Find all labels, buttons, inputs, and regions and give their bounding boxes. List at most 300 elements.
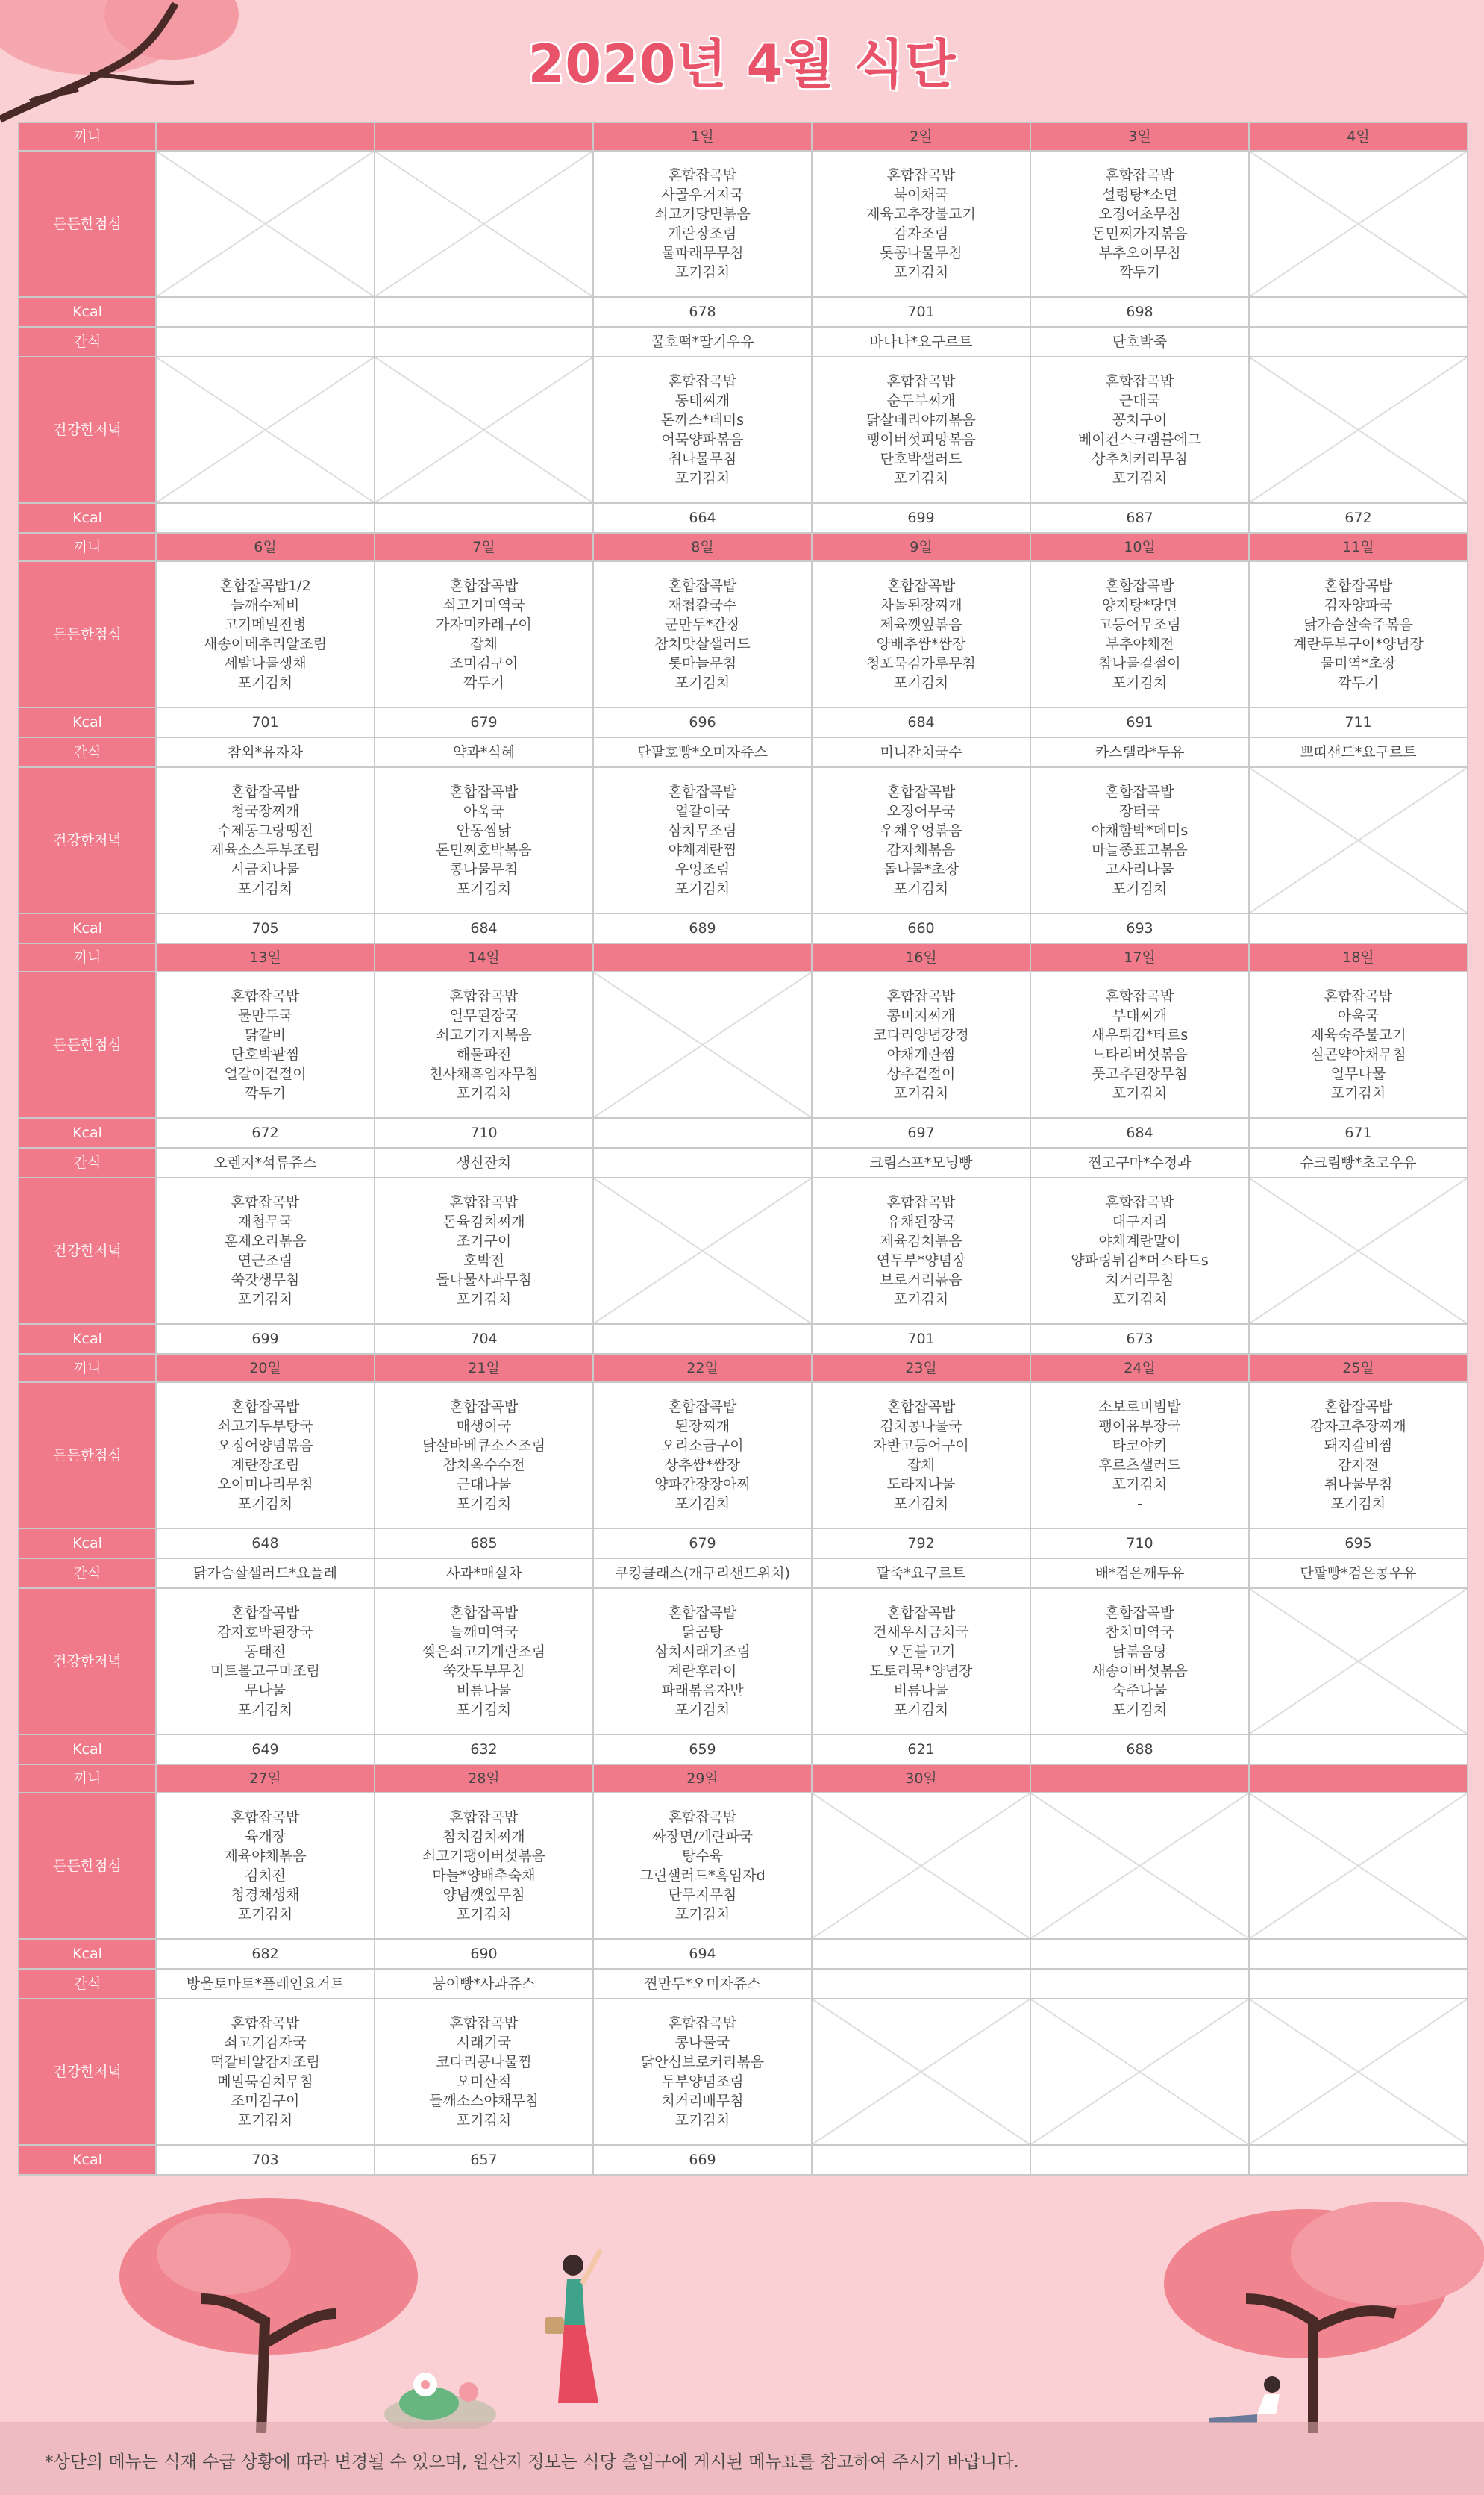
lunch-text: 혼합잡곡밥 육개장 제육야채볶음 김치전 청경채생채 포기김치 xyxy=(224,1809,307,1923)
snack-cell xyxy=(1249,1558,1468,1588)
dinner_kcal-cell xyxy=(593,2145,812,2175)
lunch_kcal-cell xyxy=(593,1118,812,1148)
lunch_kcal-text: 701 xyxy=(251,714,279,731)
lunch_kcal-text: 671 xyxy=(1344,1125,1372,1141)
lunch_kcal-text: 648 xyxy=(251,1535,279,1552)
lunch_kcal-text: 698 xyxy=(1126,304,1153,320)
dinner_kcal-cell xyxy=(593,1734,812,1764)
row-dinner xyxy=(19,767,1468,914)
snack-text: 단팥빵*검은콩우유 xyxy=(1300,1565,1417,1581)
lunch_kcal-cell xyxy=(1249,1939,1468,1969)
lunch_kcal-cell xyxy=(1030,1528,1249,1558)
lunch-cell xyxy=(375,1382,593,1528)
row-label-snack: 간식 xyxy=(19,327,156,357)
snack-cell xyxy=(593,1558,812,1588)
lunch_kcal-cell xyxy=(1249,1528,1468,1558)
snack-cell xyxy=(593,327,812,357)
lunch-text: 혼합잡곡밥 참치김치찌개 쇠고기팽이버섯볶음 마늘*양배추숙채 양념깻잎무침 포기김치 xyxy=(422,1809,546,1923)
lunch-cell xyxy=(812,972,1030,1118)
row-lunch xyxy=(19,972,1468,1118)
row-label-dinner_kcal: Kcal xyxy=(19,1734,156,1764)
lunch_kcal-cell xyxy=(1249,297,1468,327)
lunch_kcal-cell xyxy=(156,1118,375,1148)
dinner_kcal-cell xyxy=(812,1324,1030,1354)
dinner-cell xyxy=(593,1999,812,2145)
day-header: 17일 xyxy=(1030,943,1249,972)
snack-cell xyxy=(812,1969,1030,1999)
lunch-cell xyxy=(593,1382,812,1528)
day-header: 16일 xyxy=(812,943,1030,972)
dinner_kcal-cell xyxy=(375,914,593,943)
lunch-text: 혼합잡곡밥 된장찌개 오리소금구이 상추쌈*쌈장 양파간장장아찌 포기김치 xyxy=(654,1399,751,1512)
day-header: 28일 xyxy=(375,1764,593,1793)
snack-text: 꿀호떡*딸기우유 xyxy=(651,334,754,350)
meal-time-label: 끼니 xyxy=(19,1764,156,1793)
snack-text: 배*검은깨두유 xyxy=(1095,1565,1185,1581)
row-dinner_kcal xyxy=(19,2145,1468,2175)
dinner-text: 혼합잡곡밥 돈육김치찌개 조기구이 호박전 돌나물사과무침 포기김치 xyxy=(436,1194,532,1308)
row-label-lunch: 든든한점심 xyxy=(19,1793,156,1939)
row-label-dinner_kcal: Kcal xyxy=(19,503,156,533)
lunch_kcal-text: 711 xyxy=(1344,714,1372,731)
dinner_kcal-cell xyxy=(1030,2145,1249,2175)
lunch_kcal-text: 710 xyxy=(1126,1535,1153,1552)
snack-cell xyxy=(375,737,593,767)
woman-illustration xyxy=(530,2243,619,2414)
lunch-text: 혼합잡곡밥 아욱국 제육숙주불고기 실곤약야채무침 열무나물 포기김치 xyxy=(1310,988,1406,1102)
dinner-cell xyxy=(1249,1999,1468,2145)
week-header-row xyxy=(19,533,1468,561)
dinner-text: 혼합잡곡밥 닭곰탕 삼치시래기조림 계란후라이 파래볶음자반 포기김치 xyxy=(654,1605,751,1718)
dinner_kcal-text: 699 xyxy=(907,510,935,526)
snack-text: 생신잔치 xyxy=(456,1155,512,1171)
day-header: 10일 xyxy=(1030,533,1249,561)
snack-cell xyxy=(375,1148,593,1178)
lunch_kcal-cell xyxy=(593,1939,812,1969)
row-lunch_kcal xyxy=(19,1528,1468,1558)
day-header: 21일 xyxy=(375,1354,593,1382)
dinner-cell xyxy=(1030,1999,1249,2145)
lunch-cell xyxy=(375,561,593,708)
week-header-row xyxy=(19,943,1468,972)
dinner_kcal-text: 660 xyxy=(907,920,935,937)
lunch_kcal-text: 685 xyxy=(470,1535,498,1552)
row-label-dinner_kcal: Kcal xyxy=(19,1324,156,1354)
row-label-dinner: 건강한저녁 xyxy=(19,1588,156,1734)
dinner-cell xyxy=(593,767,812,914)
day-header: 18일 xyxy=(1249,943,1468,972)
lunch-cell xyxy=(1249,151,1468,297)
lunch-cell xyxy=(156,151,375,297)
row-dinner xyxy=(19,1588,1468,1734)
dinner-cell xyxy=(593,1178,812,1324)
lunch-text: 혼합잡곡밥 짜장면/계란파국 탕수육 그린샐러드*흑임자d 단무지무침 포기김치 xyxy=(639,1809,766,1923)
dinner-text: 혼합잡곡밥 동태찌개 돈까스*데미s 어묵양파볶음 취나물무침 포기김치 xyxy=(660,373,745,487)
dinner-cell xyxy=(812,1588,1030,1734)
lunch-cell xyxy=(156,1382,375,1528)
dinner_kcal-text: 703 xyxy=(251,2152,279,2168)
row-snack xyxy=(19,737,1468,767)
dinner_kcal-cell xyxy=(375,1734,593,1764)
day-header: 8일 xyxy=(593,533,812,561)
dinner-cell xyxy=(812,1178,1030,1324)
snack-cell xyxy=(156,1148,375,1178)
day-header: 25일 xyxy=(1249,1354,1468,1382)
lunch-text: 혼합잡곡밥 양지탕*당면 고등어무조림 부추야채전 참나물겉절이 포기김치 xyxy=(1098,578,1181,691)
snack-cell xyxy=(1030,327,1249,357)
dinner_kcal-text: 705 xyxy=(251,920,279,937)
dinner_kcal-cell xyxy=(1249,503,1468,533)
dinner-cell xyxy=(375,357,593,503)
snack-text: 미니잔치국수 xyxy=(880,744,962,761)
snack-cell xyxy=(593,1969,812,1999)
dinner_kcal-cell xyxy=(593,914,812,943)
day-header: 14일 xyxy=(375,943,593,972)
day-header: 13일 xyxy=(156,943,375,972)
row-label-dinner: 건강한저녁 xyxy=(19,767,156,914)
lunch_kcal-text: 701 xyxy=(907,304,935,320)
snack-text: 방울토마토*플레인요거트 xyxy=(186,1976,345,1992)
snack-cell xyxy=(375,327,593,357)
row-label-snack: 간식 xyxy=(19,1148,156,1178)
row-lunch_kcal xyxy=(19,1118,1468,1148)
dinner_kcal-cell xyxy=(593,1324,812,1354)
day-header: 29일 xyxy=(593,1764,812,1793)
row-label-dinner: 건강한저녁 xyxy=(19,1178,156,1324)
dinner_kcal-cell xyxy=(1030,1324,1249,1354)
row-label-lunch_kcal: Kcal xyxy=(19,708,156,737)
monthly-menu-table xyxy=(18,122,1468,2176)
dinner_kcal-text: 621 xyxy=(907,1741,935,1758)
snack-text: 바나나*요구르트 xyxy=(869,334,973,350)
dinner-cell xyxy=(593,357,812,503)
week-header-row xyxy=(19,1764,1468,1793)
lunch_kcal-cell xyxy=(375,1528,593,1558)
dinner_kcal-cell xyxy=(156,914,375,943)
dinner_kcal-text: 669 xyxy=(689,2152,716,2168)
row-label-lunch_kcal: Kcal xyxy=(19,297,156,327)
snack-text: 팥죽*요구르트 xyxy=(876,1565,966,1581)
day-header: 9일 xyxy=(812,533,1030,561)
row-label-lunch_kcal: Kcal xyxy=(19,1118,156,1148)
dinner_kcal-text: 684 xyxy=(470,920,498,937)
dinner-text: 혼합잡곡밥 감자호박된장국 동태전 미트볼고구마조림 무나물 포기김치 xyxy=(210,1605,320,1718)
dinner-text: 혼합잡곡밥 시래기국 코다리콩나물찜 오미산적 들깨소스야채무침 포기김치 xyxy=(429,2015,539,2129)
row-label-lunch: 든든한점심 xyxy=(19,972,156,1118)
dinner_kcal-text: 657 xyxy=(470,2152,498,2168)
dinner-cell xyxy=(375,767,593,914)
lunch_kcal-text: 682 xyxy=(251,1946,279,1962)
snack-cell xyxy=(1249,1148,1468,1178)
lunch_kcal-cell xyxy=(593,1528,812,1558)
lunch-cell xyxy=(1249,561,1468,708)
row-lunch xyxy=(19,1382,1468,1528)
row-snack xyxy=(19,1558,1468,1588)
lunch_kcal-cell xyxy=(593,708,812,737)
lunch_kcal-text: 695 xyxy=(1344,1535,1372,1552)
row-lunch_kcal xyxy=(19,1939,1468,1969)
dinner-cell xyxy=(156,357,375,503)
snack-text: 쁘띠샌드*요구르트 xyxy=(1300,744,1417,761)
lunch-cell xyxy=(1030,1382,1249,1528)
day-header xyxy=(1030,1764,1249,1793)
lunch_kcal-text: 691 xyxy=(1126,714,1153,731)
dinner-cell xyxy=(812,357,1030,503)
dinner_kcal-cell xyxy=(156,1734,375,1764)
dinner_kcal-text: 659 xyxy=(689,1741,716,1758)
lunch-text: 혼합잡곡밥 김자양파국 닭가슴살숙주볶음 계란두부구이*양념장 물미역*초장 깍두기 xyxy=(1293,578,1424,691)
flower-bush-illustration xyxy=(381,2362,500,2429)
lunch-text: 혼합잡곡밥 쇠고기미역국 가자미카레구이 잡채 조미김구이 깍두기 xyxy=(436,578,532,691)
row-dinner_kcal xyxy=(19,503,1468,533)
row-label-lunch: 든든한점심 xyxy=(19,561,156,708)
lunch-cell xyxy=(1030,1793,1249,1939)
lunch_kcal-text: 678 xyxy=(689,304,716,320)
row-label-dinner: 건강한저녁 xyxy=(19,1999,156,2145)
dinner-cell xyxy=(1030,1178,1249,1324)
lunch-cell xyxy=(156,972,375,1118)
lunch_kcal-cell xyxy=(375,708,593,737)
day-header: 6일 xyxy=(156,533,375,561)
dinner_kcal-cell xyxy=(1249,2145,1468,2175)
dinner_kcal-text: 701 xyxy=(907,1331,935,1347)
meal-time-label: 끼니 xyxy=(19,533,156,561)
row-dinner xyxy=(19,357,1468,503)
lunch_kcal-cell xyxy=(375,1118,593,1148)
lunch-text: 혼합잡곡밥 열무된장국 쇠고기가지볶음 해물파전 천사채흑임자무침 포기김치 xyxy=(429,988,539,1102)
day-header: 27일 xyxy=(156,1764,375,1793)
lunch_kcal-cell xyxy=(812,1528,1030,1558)
snack-cell xyxy=(156,327,375,357)
lunch_kcal-text: 684 xyxy=(1126,1125,1153,1141)
snack-cell xyxy=(1030,1148,1249,1178)
dinner-text: 혼합잡곡밥 오징어무국 우채우엉볶음 감자채볶음 돌나물*초장 포기김치 xyxy=(880,784,962,897)
lunch-cell xyxy=(375,972,593,1118)
row-label-dinner: 건강한저녁 xyxy=(19,357,156,503)
day-header: 4일 xyxy=(1249,122,1468,151)
bottom-left-tree-illustration xyxy=(112,2194,425,2433)
meal-time-label: 끼니 xyxy=(19,1354,156,1382)
meal-time-label: 끼니 xyxy=(19,122,156,151)
snack-cell xyxy=(812,1558,1030,1588)
snack-cell xyxy=(1030,1969,1249,1999)
day-header: 2일 xyxy=(812,122,1030,151)
day-header: 20일 xyxy=(156,1354,375,1382)
lunch-text: 혼합잡곡밥 사골우거지국 쇠고기당면볶음 계란장조림 물파래무무침 포기김치 xyxy=(654,167,751,281)
snack-text: 참외*유자차 xyxy=(227,744,304,761)
lunch_kcal-cell xyxy=(375,1939,593,1969)
lunch-text: 혼합잡곡밥 쇠고기두부탕국 오징어양념볶음 계란장조림 오이미나리무침 포기김치 xyxy=(217,1399,313,1512)
lunch-text: 혼합잡곡밥 설렁탕*소면 오징어초무침 돈민찌가지볶음 부추오이무침 깍두기 xyxy=(1092,167,1188,281)
dinner_kcal-text: 704 xyxy=(470,1331,498,1347)
meal-time-label: 끼니 xyxy=(19,943,156,972)
dinner_kcal-cell xyxy=(1249,914,1468,943)
row-snack xyxy=(19,327,1468,357)
row-lunch xyxy=(19,151,1468,297)
snack-cell xyxy=(1249,327,1468,357)
lunch_kcal-cell xyxy=(812,708,1030,737)
dinner-text: 혼합잡곡밥 얼갈이국 삼치무조림 야채계란찜 우엉조림 포기김치 xyxy=(668,784,737,897)
lunch_kcal-text: 679 xyxy=(689,1535,716,1552)
dinner_kcal-cell xyxy=(156,2145,375,2175)
dinner-text: 혼합잡곡밥 쇠고기감자국 떡갈비알감자조림 메밀묵김치무침 조미김구이 포기김치 xyxy=(210,2015,320,2129)
snack-cell xyxy=(1030,737,1249,767)
day-header xyxy=(156,122,375,151)
snack-text: 붕어빵*사과쥬스 xyxy=(432,1976,536,1992)
lunch-cell xyxy=(1030,151,1249,297)
lunch-text: 혼합잡곡밥 콩비지찌개 코다리양념강정 야채계란찜 상추겉절이 포기김치 xyxy=(873,988,969,1102)
lunch_kcal-cell xyxy=(1030,1118,1249,1148)
week-header-row xyxy=(19,122,1468,151)
dinner_kcal-text: 664 xyxy=(689,510,716,526)
day-header: 11일 xyxy=(1249,533,1468,561)
dinner_kcal-cell xyxy=(375,503,593,533)
lunch-cell xyxy=(593,151,812,297)
dinner_kcal-cell xyxy=(156,1324,375,1354)
week-header-row xyxy=(19,1354,1468,1382)
dinner_kcal-cell xyxy=(1030,914,1249,943)
dinner-cell xyxy=(1249,1178,1468,1324)
lunch-cell xyxy=(1249,1382,1468,1528)
dinner_kcal-text: 689 xyxy=(689,920,716,937)
row-label-snack: 간식 xyxy=(19,1969,156,1999)
snack-text: 닭가슴살샐러드*요플레 xyxy=(192,1565,338,1581)
snack-text: 오렌지*석류쥬스 xyxy=(213,1155,317,1171)
row-dinner_kcal xyxy=(19,1734,1468,1764)
lunch_kcal-text: 672 xyxy=(251,1125,279,1141)
row-label-lunch: 든든한점심 xyxy=(19,1382,156,1528)
dinner_kcal-text: 632 xyxy=(470,1741,498,1758)
dinner-text: 혼합잡곡밥 아욱국 안동찜닭 돈민찌호박볶음 콩나물무침 포기김치 xyxy=(436,784,532,897)
lunch_kcal-cell xyxy=(1030,708,1249,737)
dinner-cell xyxy=(1030,767,1249,914)
lunch_kcal-text: 792 xyxy=(907,1535,935,1552)
dinner_kcal-text: 672 xyxy=(1344,510,1372,526)
dinner_kcal-text: 687 xyxy=(1126,510,1153,526)
day-header: 22일 xyxy=(593,1354,812,1382)
dinner_kcal-text: 699 xyxy=(251,1331,279,1347)
row-label-snack: 간식 xyxy=(19,1558,156,1588)
lunch_kcal-cell xyxy=(375,297,593,327)
lunch_kcal-cell xyxy=(812,1939,1030,1969)
row-snack xyxy=(19,1969,1468,1999)
snack-text: 찐고구마*수정과 xyxy=(1088,1155,1192,1171)
snack-text: 슈크림빵*초코우유 xyxy=(1300,1155,1417,1171)
row-lunch_kcal xyxy=(19,708,1468,737)
row-lunch xyxy=(19,561,1468,708)
dinner_kcal-text: 673 xyxy=(1126,1331,1153,1347)
snack-cell xyxy=(375,1558,593,1588)
lunch-cell xyxy=(812,561,1030,708)
lunch_kcal-cell xyxy=(156,1939,375,1969)
dinner-text: 혼합잡곡밥 콩나물국 닭안심브로커리볶음 두부양념조림 치커리배무침 포기김치 xyxy=(640,2015,765,2129)
snack-text: 찐만두*오미자쥬스 xyxy=(644,1976,761,1992)
snack-cell xyxy=(593,1148,812,1178)
dinner-cell xyxy=(375,1178,593,1324)
dinner-text: 혼합잡곡밥 들깨미역국 찢은쇠고기계란조림 쑥갓두부무침 비름나물 포기김치 xyxy=(422,1605,546,1718)
lunch_kcal-cell xyxy=(1030,1939,1249,1969)
row-label-lunch_kcal: Kcal xyxy=(19,1939,156,1969)
day-header xyxy=(375,122,593,151)
lunch-cell xyxy=(593,1793,812,1939)
lunch-cell xyxy=(1030,972,1249,1118)
lunch_kcal-text: 697 xyxy=(907,1125,935,1141)
day-header xyxy=(593,943,812,972)
dinner_kcal-text: 688 xyxy=(1126,1741,1153,1758)
dinner-cell xyxy=(156,1178,375,1324)
lunch-cell xyxy=(1030,561,1249,708)
row-label-lunch: 든든한점심 xyxy=(19,151,156,297)
dinner-cell xyxy=(156,1999,375,2145)
lunch-cell xyxy=(812,1793,1030,1939)
snack-text: 약과*식혜 xyxy=(453,744,515,761)
dinner-cell xyxy=(156,767,375,914)
dinner-cell xyxy=(1030,357,1249,503)
lunch_kcal-cell xyxy=(156,708,375,737)
lunch-text: 혼합잡곡밥 부대찌개 새우튀김*타르s 느타리버섯볶음 풋고추된장무침 포기김치 xyxy=(1091,988,1189,1102)
snack-text: 쿠킹클래스(개구리샌드위치) xyxy=(614,1565,791,1581)
snack-cell xyxy=(1249,1969,1468,1999)
snack-cell xyxy=(156,1969,375,1999)
lunch-text: 혼합잡곡밥 북어채국 제육고추장불고기 감자조림 톳콩나물무침 포기김치 xyxy=(866,167,976,281)
snack-cell xyxy=(812,1148,1030,1178)
lunch-text: 혼합잡곡밥1/2 들깨수제비 고기메밀전병 새송이메추리알조림 세발나물생채 포기김치 xyxy=(203,578,328,691)
lunch_kcal-cell xyxy=(156,297,375,327)
snack-cell xyxy=(375,1969,593,1999)
dinner-text: 혼합잡곡밥 청국장찌개 수제동그랑땡전 제육소스두부조림 시금치나물 포기김치 xyxy=(210,784,320,897)
lunch_kcal-text: 684 xyxy=(907,714,935,731)
row-dinner xyxy=(19,1178,1468,1324)
dinner_kcal-cell xyxy=(1249,1324,1468,1354)
dinner-cell xyxy=(375,1999,593,2145)
snack-text: 단팥호빵*오미자쥬스 xyxy=(637,744,768,761)
lunch_kcal-cell xyxy=(812,297,1030,327)
row-lunch_kcal xyxy=(19,297,1468,327)
lunch-cell xyxy=(1249,1793,1468,1939)
dinner-cell xyxy=(812,767,1030,914)
dinner_kcal-cell xyxy=(1030,503,1249,533)
lunch-cell xyxy=(375,1793,593,1939)
lunch-text: 혼합잡곡밥 재첩칼국수 군만두*간장 참치맛살샐러드 톳마늘무침 포기김치 xyxy=(654,578,751,691)
lunch_kcal-text: 690 xyxy=(470,1946,498,1962)
dinner-cell xyxy=(593,1588,812,1734)
lunch_kcal-cell xyxy=(812,1118,1030,1148)
row-label-dinner_kcal: Kcal xyxy=(19,914,156,943)
day-header xyxy=(1249,1764,1468,1793)
snack-cell xyxy=(812,737,1030,767)
lunch-cell xyxy=(812,1382,1030,1528)
dinner-text: 혼합잡곡밥 재첩무국 훈제오리볶음 연근조림 쑥갓생무침 포기김치 xyxy=(224,1194,307,1308)
lunch_kcal-cell xyxy=(593,297,812,327)
day-header: 24일 xyxy=(1030,1354,1249,1382)
dinner-cell xyxy=(1249,767,1468,914)
page-title: 2020년 4월 식단 xyxy=(527,34,957,95)
snack-cell xyxy=(812,327,1030,357)
notice-text: *상단의 메뉴는 식재 수급 상황에 따라 변경될 수 있으며, 원산지 정보는 식당 출입구에 게시된 메뉴표를 참고하여 주시기 바랍니다. xyxy=(45,2452,1019,2472)
snack-text: 카스텔라*두유 xyxy=(1095,744,1185,761)
snack-cell xyxy=(1030,1558,1249,1588)
lunch-text: 혼합잡곡밥 차돌된장찌개 제육깻잎볶음 양배추쌈*쌈장 청포묵김가루무침 포기김치 xyxy=(866,578,976,691)
dinner-cell xyxy=(1249,357,1468,503)
row-label-lunch_kcal: Kcal xyxy=(19,1528,156,1558)
dinner-text: 혼합잡곡밥 대구지리 야채계란말이 양파링튀김*머스타드s 치커리무침 포기김치 xyxy=(1071,1194,1209,1308)
dinner-cell xyxy=(375,1588,593,1734)
lunch_kcal-text: 696 xyxy=(689,714,716,731)
lunch-text: 혼합잡곡밥 김치콩나물국 자반고등어구이 잡채 도라지나물 포기김치 xyxy=(873,1399,969,1512)
lunch-text: 소보로비빔밥 팽이유부장국 타코야키 후르츠샐러드 포기김치 - xyxy=(1098,1399,1181,1512)
lunch-cell xyxy=(156,1793,375,1939)
dinner_kcal-cell xyxy=(375,1324,593,1354)
